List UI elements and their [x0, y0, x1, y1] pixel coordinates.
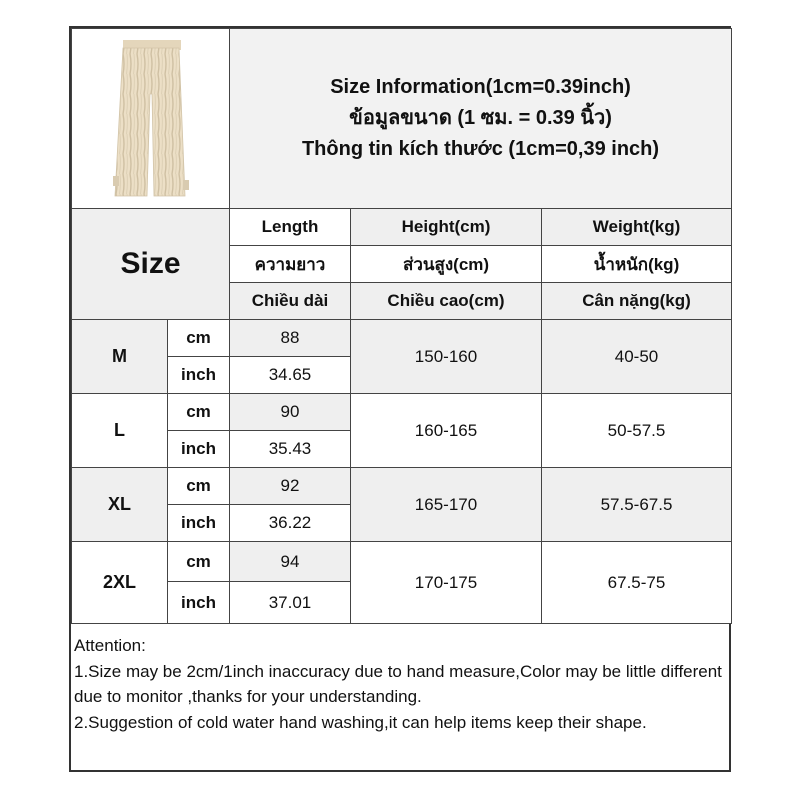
header-weight-en: Weight(kg): [542, 209, 732, 246]
header-height-th: ส่วนสูง(cm): [351, 246, 542, 283]
size-2xl: 2XL: [72, 542, 168, 624]
title-english: Size Information(1cm=0.39inch): [330, 76, 631, 98]
attention-note-1: 1.Size may be 2cm/1inch inaccuracy due to hand measure,Color may be little different due to monitor ,thanks for your understanding.: [74, 661, 722, 707]
size-xl: XL: [72, 468, 168, 542]
title-vietnamese: Thông tin kích thước (1cm=0,39 inch): [301, 138, 660, 160]
title-cell: [230, 29, 732, 209]
weight-range: 57.5-67.5: [542, 468, 732, 542]
length-cm: 88: [230, 320, 351, 357]
unit-inch: inch: [168, 582, 230, 624]
height-range: 160-165: [351, 394, 542, 468]
size-chart-sheet: [69, 26, 731, 772]
header-height-vi: Chiều cao(cm): [351, 283, 542, 320]
height-range: 150-160: [351, 320, 542, 394]
unit-cm: cm: [168, 320, 230, 357]
length-cm: 94: [230, 542, 351, 582]
unit-cm: cm: [168, 468, 230, 505]
unit-inch: inch: [168, 431, 230, 468]
size-header: Size: [72, 209, 230, 320]
length-inch: 37.01: [230, 582, 351, 624]
unit-cm: cm: [168, 542, 230, 582]
wide-leg-pants-image: [101, 34, 201, 204]
height-range: 170-175: [351, 542, 542, 624]
hem-tie-left: [113, 176, 119, 186]
header-weight-vi: Cân nặng(kg): [542, 283, 732, 320]
height-range: 165-170: [351, 468, 542, 542]
length-cm: 92: [230, 468, 351, 505]
header-length-vi: Chiều dài: [230, 283, 351, 320]
attention-notes: [71, 629, 731, 735]
weight-range: 50-57.5: [542, 394, 732, 468]
hem-tie-right: [183, 180, 189, 190]
length-inch: 35.43: [230, 431, 351, 468]
weight-range: 40-50: [542, 320, 732, 394]
size-l: L: [72, 394, 168, 468]
unit-inch: inch: [168, 357, 230, 394]
header-height-en: Height(cm): [351, 209, 542, 246]
length-inch: 36.22: [230, 505, 351, 542]
header-length-en: Length: [230, 209, 351, 246]
product-image-cell: [72, 29, 230, 209]
attention-heading: Attention:: [74, 636, 146, 655]
length-cm: 90: [230, 394, 351, 431]
unit-cm: cm: [168, 394, 230, 431]
length-inch: 34.65: [230, 357, 351, 394]
size-m: M: [72, 320, 168, 394]
header-weight-th: น้ำหนัก(kg): [542, 246, 732, 283]
unit-inch: inch: [168, 505, 230, 542]
title-thai: ข้อมูลขนาด (1 ซม. = 0.39 นิ้ว): [349, 107, 612, 129]
weight-range: 67.5-75: [542, 542, 732, 624]
header-length-th: ความยาว: [230, 246, 351, 283]
attention-note-2: 2.Suggestion of cold water hand washing,it can help items keep their shape.: [74, 712, 647, 732]
size-table: [71, 28, 732, 624]
pants-body: [115, 48, 185, 196]
